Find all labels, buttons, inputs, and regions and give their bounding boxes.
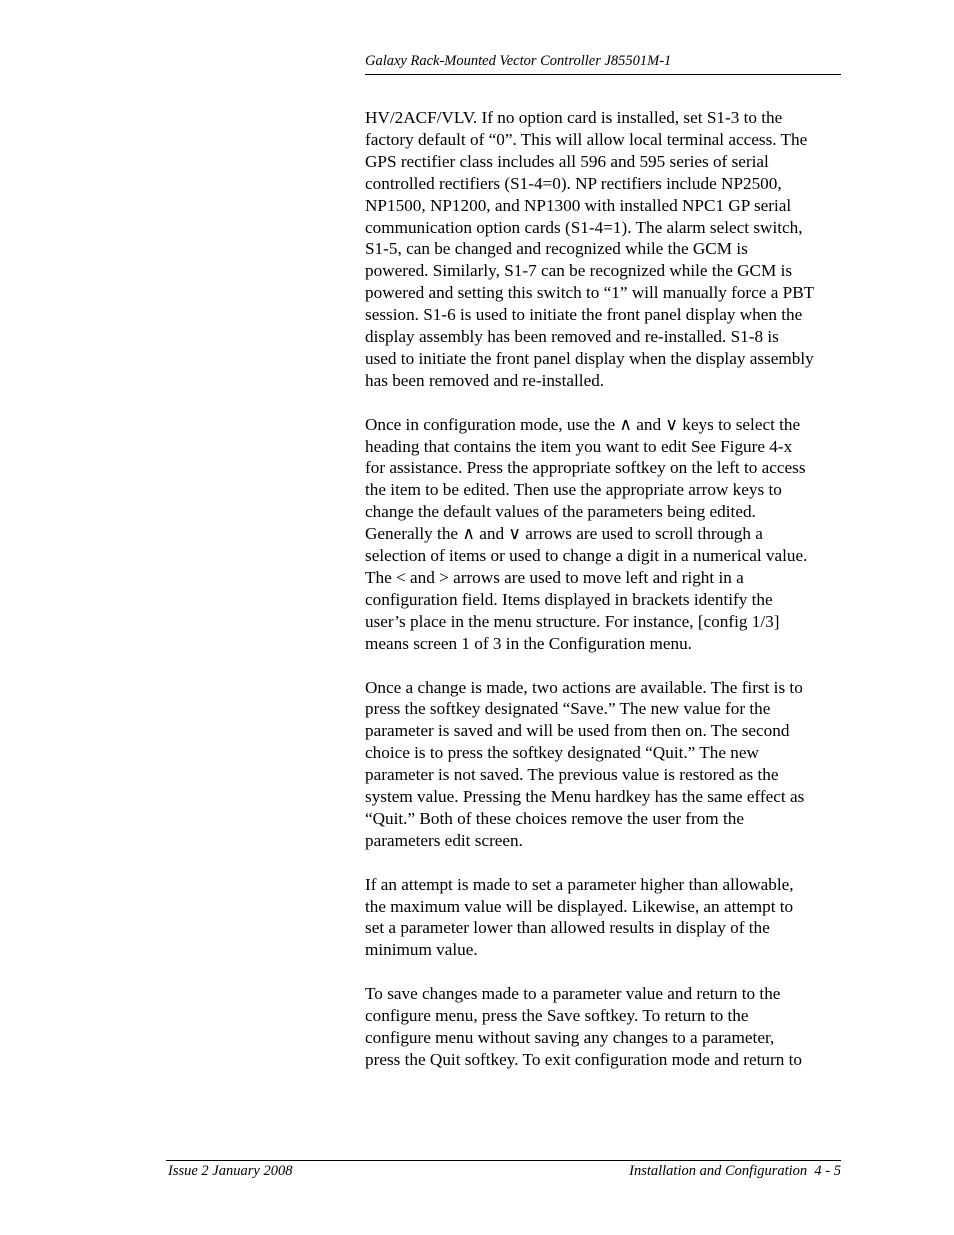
body-text	[365, 107, 841, 1093]
paragraph-line: “Quit.” Both of these choices remove the user from the	[365, 808, 744, 828]
paragraph-line: parameter is saved and will be used from then on. The second	[365, 721, 790, 741]
paragraph-line: GPS rectifier class includes all 596 and 595 series of serial	[365, 151, 769, 171]
paragraph-line: the maximum value will be displayed. Likewise, an attempt to	[365, 896, 794, 916]
paragraph-line: user’s place in the menu structure. For instance, [config 1/3]	[365, 611, 780, 631]
header-title: Galaxy Rack-Mounted Vector Controller J85501M-1	[365, 53, 672, 69]
paragraph-line: parameter is not saved. The previous value is restored as the	[365, 765, 779, 785]
footer-issue-date: Issue 2 January 2008	[168, 1163, 293, 1179]
paragraph-line: Generally the ∧ and ∨ arrows are used to scroll through a	[365, 524, 763, 544]
paragraph	[365, 677, 841, 852]
paragraph-line: the item to be edited. Then use the appropriate arrow keys to	[365, 480, 782, 500]
paragraph-line: configure menu, press the Save softkey. To return to the	[365, 1006, 749, 1026]
paragraph-line: parameters edit screen.	[365, 830, 523, 850]
paragraph-line: press the Quit softkey. To exit configuration mode and return to	[365, 1049, 802, 1069]
paragraph-line: If an attempt is made to set a parameter higher than allowable,	[365, 874, 794, 894]
paragraph-line: communication option cards (S1-4=1). The alarm select switch,	[365, 217, 803, 237]
paragraph-line: system value. Pressing the Menu hardkey has the same effect as	[365, 787, 805, 807]
paragraph	[365, 107, 841, 392]
paragraph-line: configure menu without saving any changes to a parameter,	[365, 1028, 775, 1047]
footer-section-page: Installation and Configuration 4 - 5	[629, 1163, 841, 1179]
paragraph-line: factory default of “0”. This will allow local terminal access. The	[365, 129, 808, 149]
paragraph-line: change the default values of the parameters being edited.	[365, 502, 756, 522]
paragraph-line: powered and setting this switch to “1” will manually force a PBT	[365, 283, 815, 303]
paragraph-line: choice is to press the softkey designated “Quit.” The new	[365, 743, 759, 763]
paragraph-line: press the softkey designated “Save.” The new value for the	[365, 699, 771, 719]
paragraph-line: HV/2ACF/VLV. If no option card is installed, set S1-3 to the	[365, 108, 783, 127]
paragraph-line: Once a change is made, two actions are available. The first is to	[365, 677, 803, 697]
paragraph-line: for assistance. Press the appropriate softkey on the left to access	[365, 458, 806, 478]
paragraph-line: used to initiate the front panel display when the display assembly	[365, 348, 814, 368]
paragraph-line: Once in configuration mode, use the ∧ and ∨ keys to select the	[365, 414, 801, 434]
paragraph-line: The < and > arrows are used to move left and right in a	[365, 568, 744, 588]
paragraph-line: minimum value.	[365, 940, 478, 960]
paragraph-line: heading that contains the item you want to edit See Figure 4-x	[365, 436, 793, 456]
paragraph	[365, 983, 841, 1071]
paragraph-line: means screen 1 of 3 in the Configuration menu.	[365, 633, 692, 653]
paragraph-line: configuration field. Items displayed in brackets identify the	[365, 589, 773, 609]
paragraph-line: controlled rectifiers (S1-4=0). NP rectifiers include NP2500,	[365, 173, 782, 193]
running-header	[365, 52, 841, 75]
paragraph	[365, 874, 841, 962]
paragraph-line: selection of items or used to change a digit in a numerical value.	[365, 546, 808, 566]
paragraph-line: NP1500, NP1200, and NP1300 with installed NPC1 GP serial	[365, 195, 792, 215]
paragraph-line: display assembly has been removed and re-installed. S1-8 is	[365, 327, 779, 347]
paragraph-line: session. S1-6 is used to initiate the front panel display when the	[365, 305, 803, 325]
paragraph-line: set a parameter lower than allowed results in display of the	[365, 918, 770, 938]
paragraph-line: powered. Similarly, S1-7 can be recognized while the GCM is	[365, 261, 793, 281]
paragraph-line: S1-5, can be changed and recognized while the GCM is	[365, 239, 748, 259]
paragraph-line: To save changes made to a parameter value and return to the	[365, 984, 781, 1004]
paragraph	[365, 414, 841, 655]
footer-divider	[166, 1160, 841, 1161]
paragraph-line: has been removed and re-installed.	[365, 370, 605, 390]
